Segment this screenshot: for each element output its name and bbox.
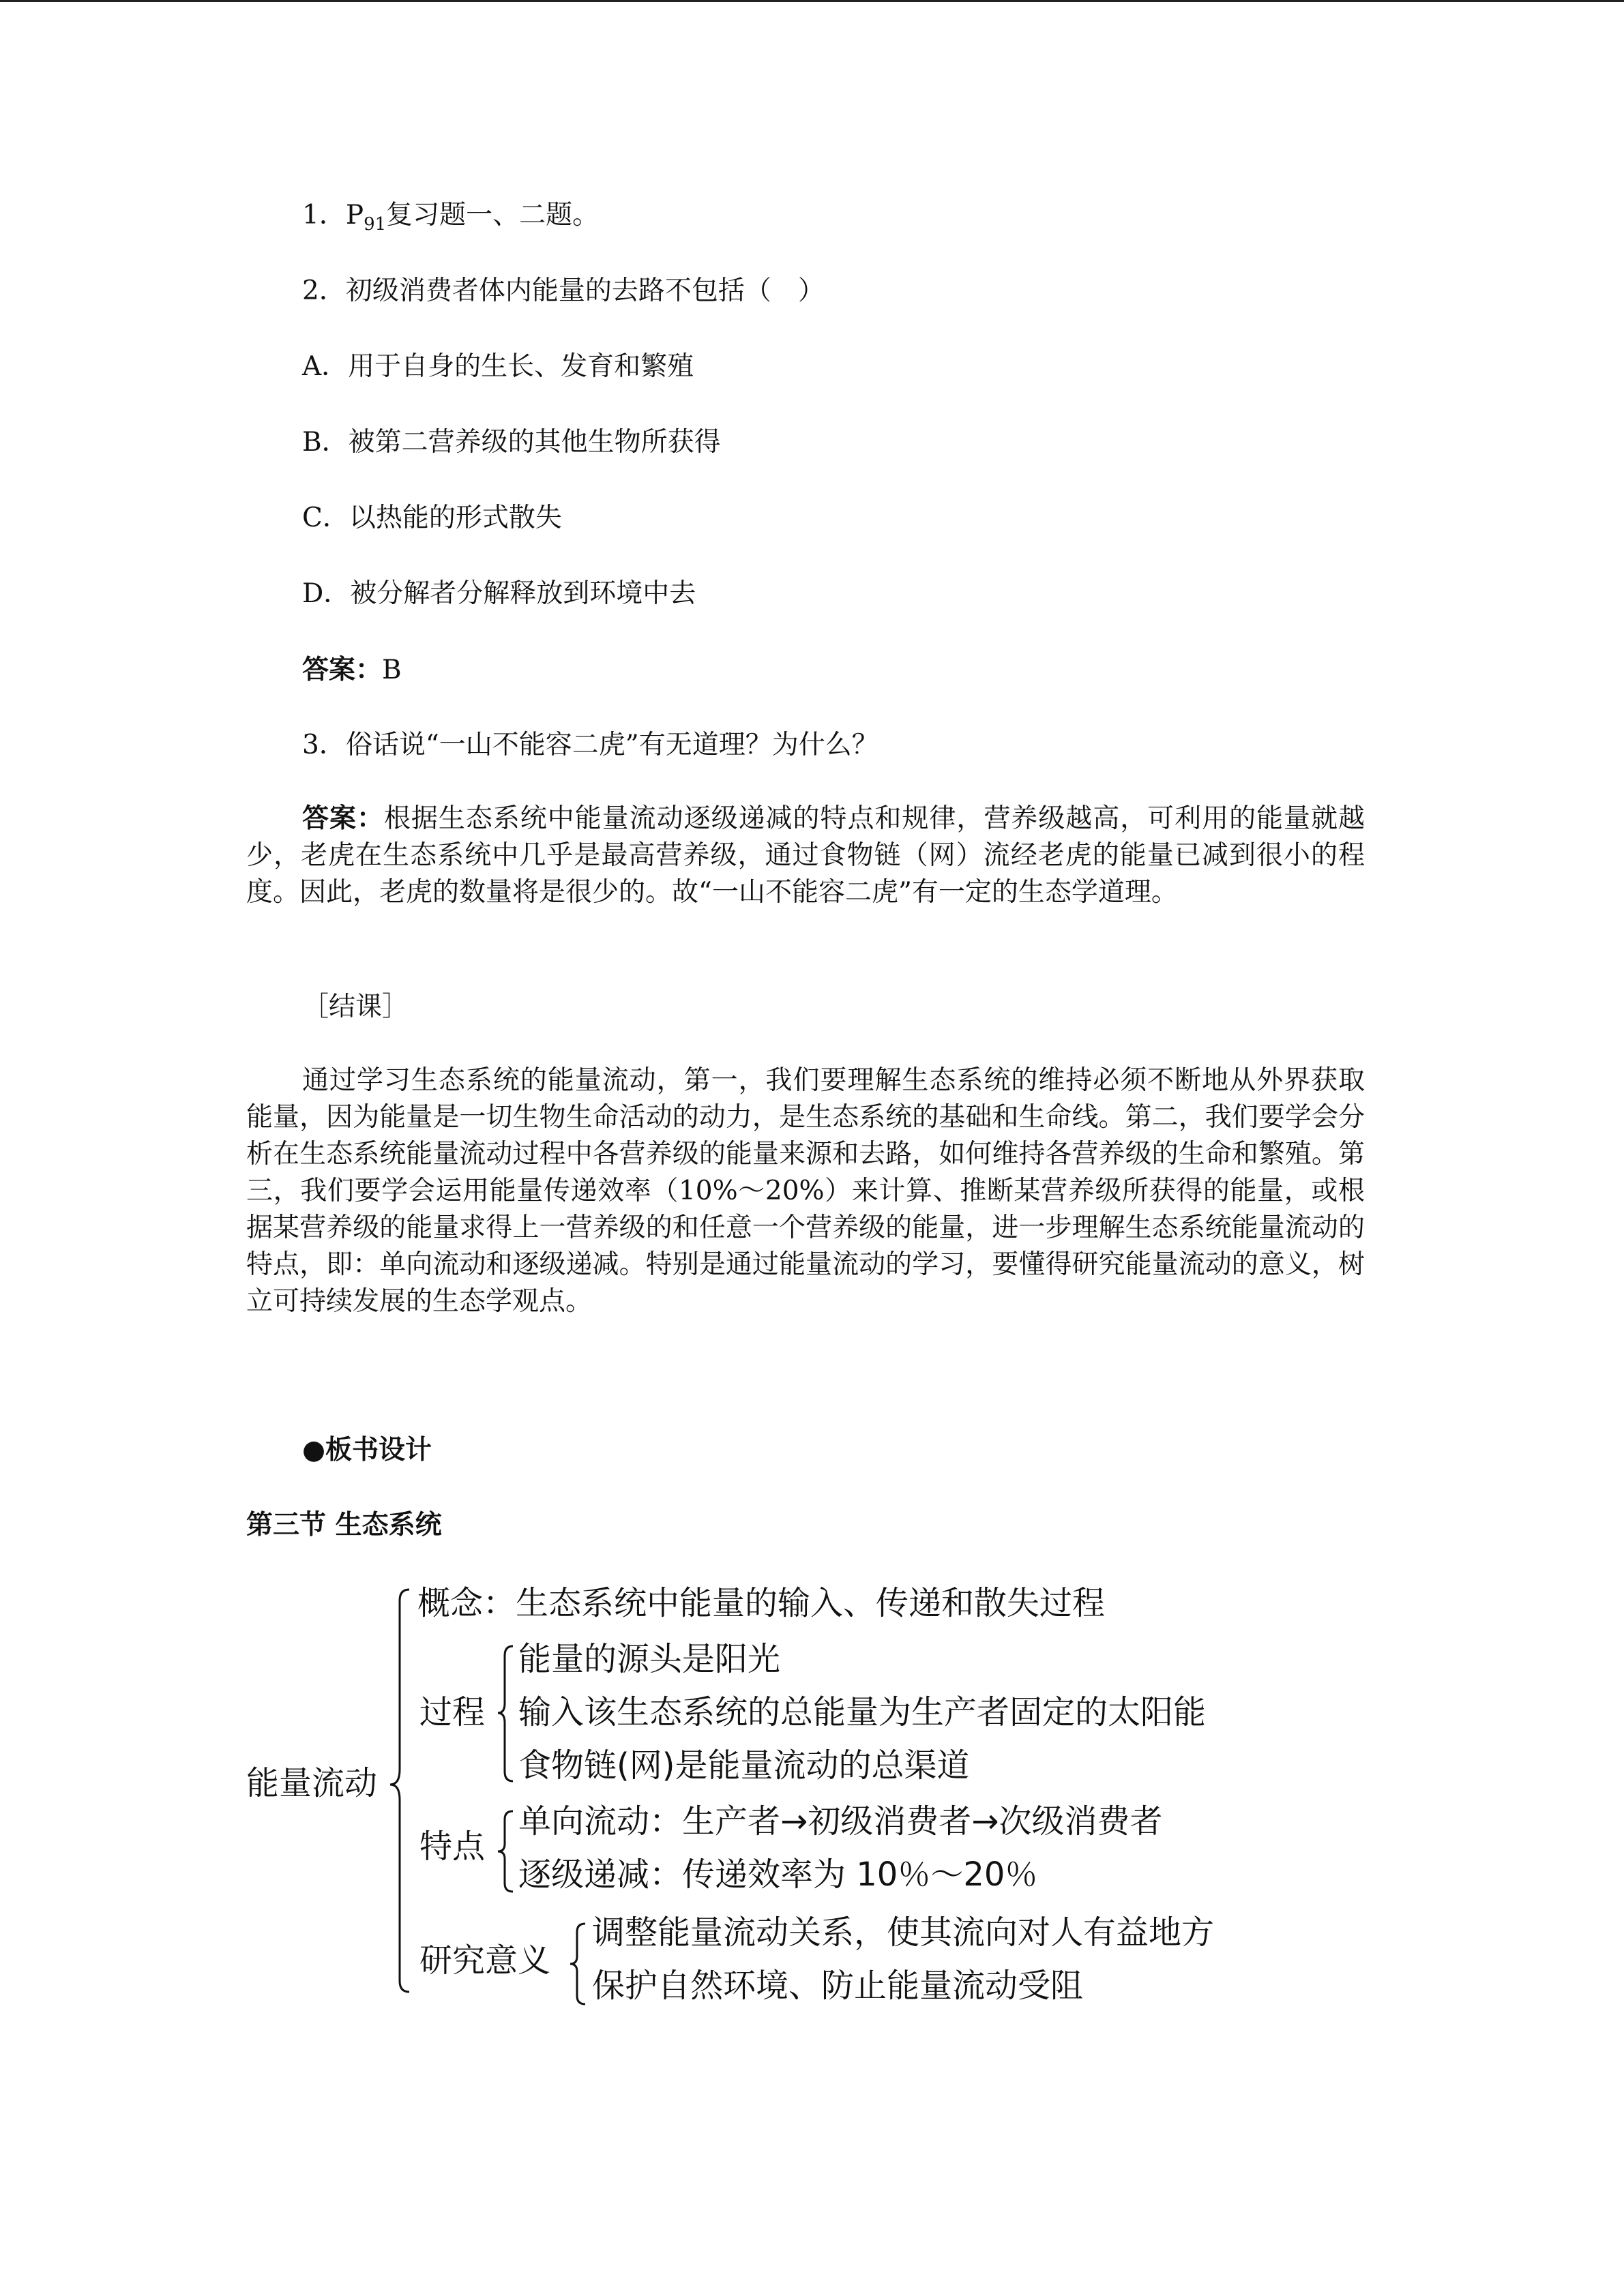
answer-value: B bbox=[382, 655, 402, 685]
q3-answer-text: 根据生态系统中能量流动逐级递减的特点和规律，营养级越高，可利用的能量就越少，老虎在生态系统中几乎是最高营养级，通过食物链（网）流经老虎的能量已减到很小的程度。因此，老虎的数量将是很少的。故“一山不能容二虎”有一定的生态学道理。 bbox=[246, 803, 1365, 908]
option-c: C．以热能的形式散失 bbox=[302, 503, 562, 533]
main-brace bbox=[386, 1585, 413, 1995]
q1-number: 1． bbox=[302, 200, 346, 230]
concept-label: 概念 bbox=[417, 1584, 484, 1622]
q1-page-subscript: 91 bbox=[364, 213, 387, 235]
answer-label: 答案： bbox=[302, 654, 383, 685]
q1-text: 复习题一、二题。 bbox=[386, 200, 600, 230]
question-2: 2．初级消费者体内能量的去路不包括（ ） bbox=[302, 275, 825, 306]
q3-answer bbox=[246, 800, 1365, 911]
feature-item: 逐级递减：传递效率为 10％～20％ bbox=[518, 1855, 1038, 1894]
option-b: B．被第二营养级的其他生物所获得 bbox=[302, 427, 721, 458]
process-brace bbox=[495, 1642, 516, 1785]
meaning-label: 研究意义 bbox=[419, 1941, 551, 1980]
process-item: 食物链(网)是能量流动的总渠道 bbox=[518, 1746, 970, 1785]
option-a: A．用于自身的生长、发育和繁殖 bbox=[302, 351, 694, 382]
meaning-item: 调整能量流动关系，使其流向对人有益地方 bbox=[592, 1913, 1215, 1952]
q1-page-prefix: P bbox=[345, 200, 364, 230]
board-heading: ●板书设计 bbox=[302, 1434, 432, 1465]
answer-label: 答案： bbox=[302, 803, 384, 834]
summary-heading: ［结课］ bbox=[302, 992, 409, 1022]
q2-answer bbox=[302, 651, 402, 689]
process-item: 能量的源头是阳光 bbox=[518, 1640, 781, 1678]
feature-item: 单向流动：生产者→初级消费者→次级消费者 bbox=[518, 1802, 1163, 1840]
summary-paragraph: 通过学习生态系统的能量流动，第一，我们要理解生态系统的维持必须不断地从外界获取能量，因为能量是一切生物生命活动的动力，是生态系统的基础和生命线。第二，我们要学会分析在生态系统能量流动过程中各营养级的能量来源和去路，如何维持各营养级的生命和繁殖。第三，我们要学会运用能量传递效率（10%～20%）来计算、推断某营养级所获得的能量，或根据某营养级的能量求得上一营养级的和任意一个营养级的能量，进一步理解生态系统能量流动的特点，即：单向流动和逐级递减。特别是通过能量流动的学习，要懂得研究能量流动的意义，树立可持续发展的生态学观点。 bbox=[246, 1065, 1365, 1317]
process-item: 输入该生态系统的总能量为生产者固定的太阳能 bbox=[518, 1693, 1207, 1731]
question-1 bbox=[302, 197, 599, 234]
meaning-brace bbox=[567, 1920, 588, 2008]
concept-text: ：生态系统中能量的输入、传递和散失过程 bbox=[483, 1584, 1106, 1622]
section-title: 第三节 生态系统 bbox=[246, 1509, 442, 1540]
diagram-root: 能量流动 bbox=[246, 1764, 378, 1802]
question-3: 3．俗话说“一山不能容二虎”有无道理？为什么？ bbox=[302, 730, 879, 760]
top-border bbox=[0, 0, 1624, 2]
option-d: D．被分解者分解释放到环境中去 bbox=[302, 578, 696, 609]
feature-brace bbox=[495, 1807, 516, 1896]
branch-concept bbox=[417, 1583, 1105, 1624]
meaning-item: 保护自然环境、防止能量流动受阻 bbox=[592, 1967, 1084, 2005]
feature-label: 特点 bbox=[419, 1828, 486, 1866]
process-label: 过程 bbox=[419, 1693, 486, 1731]
